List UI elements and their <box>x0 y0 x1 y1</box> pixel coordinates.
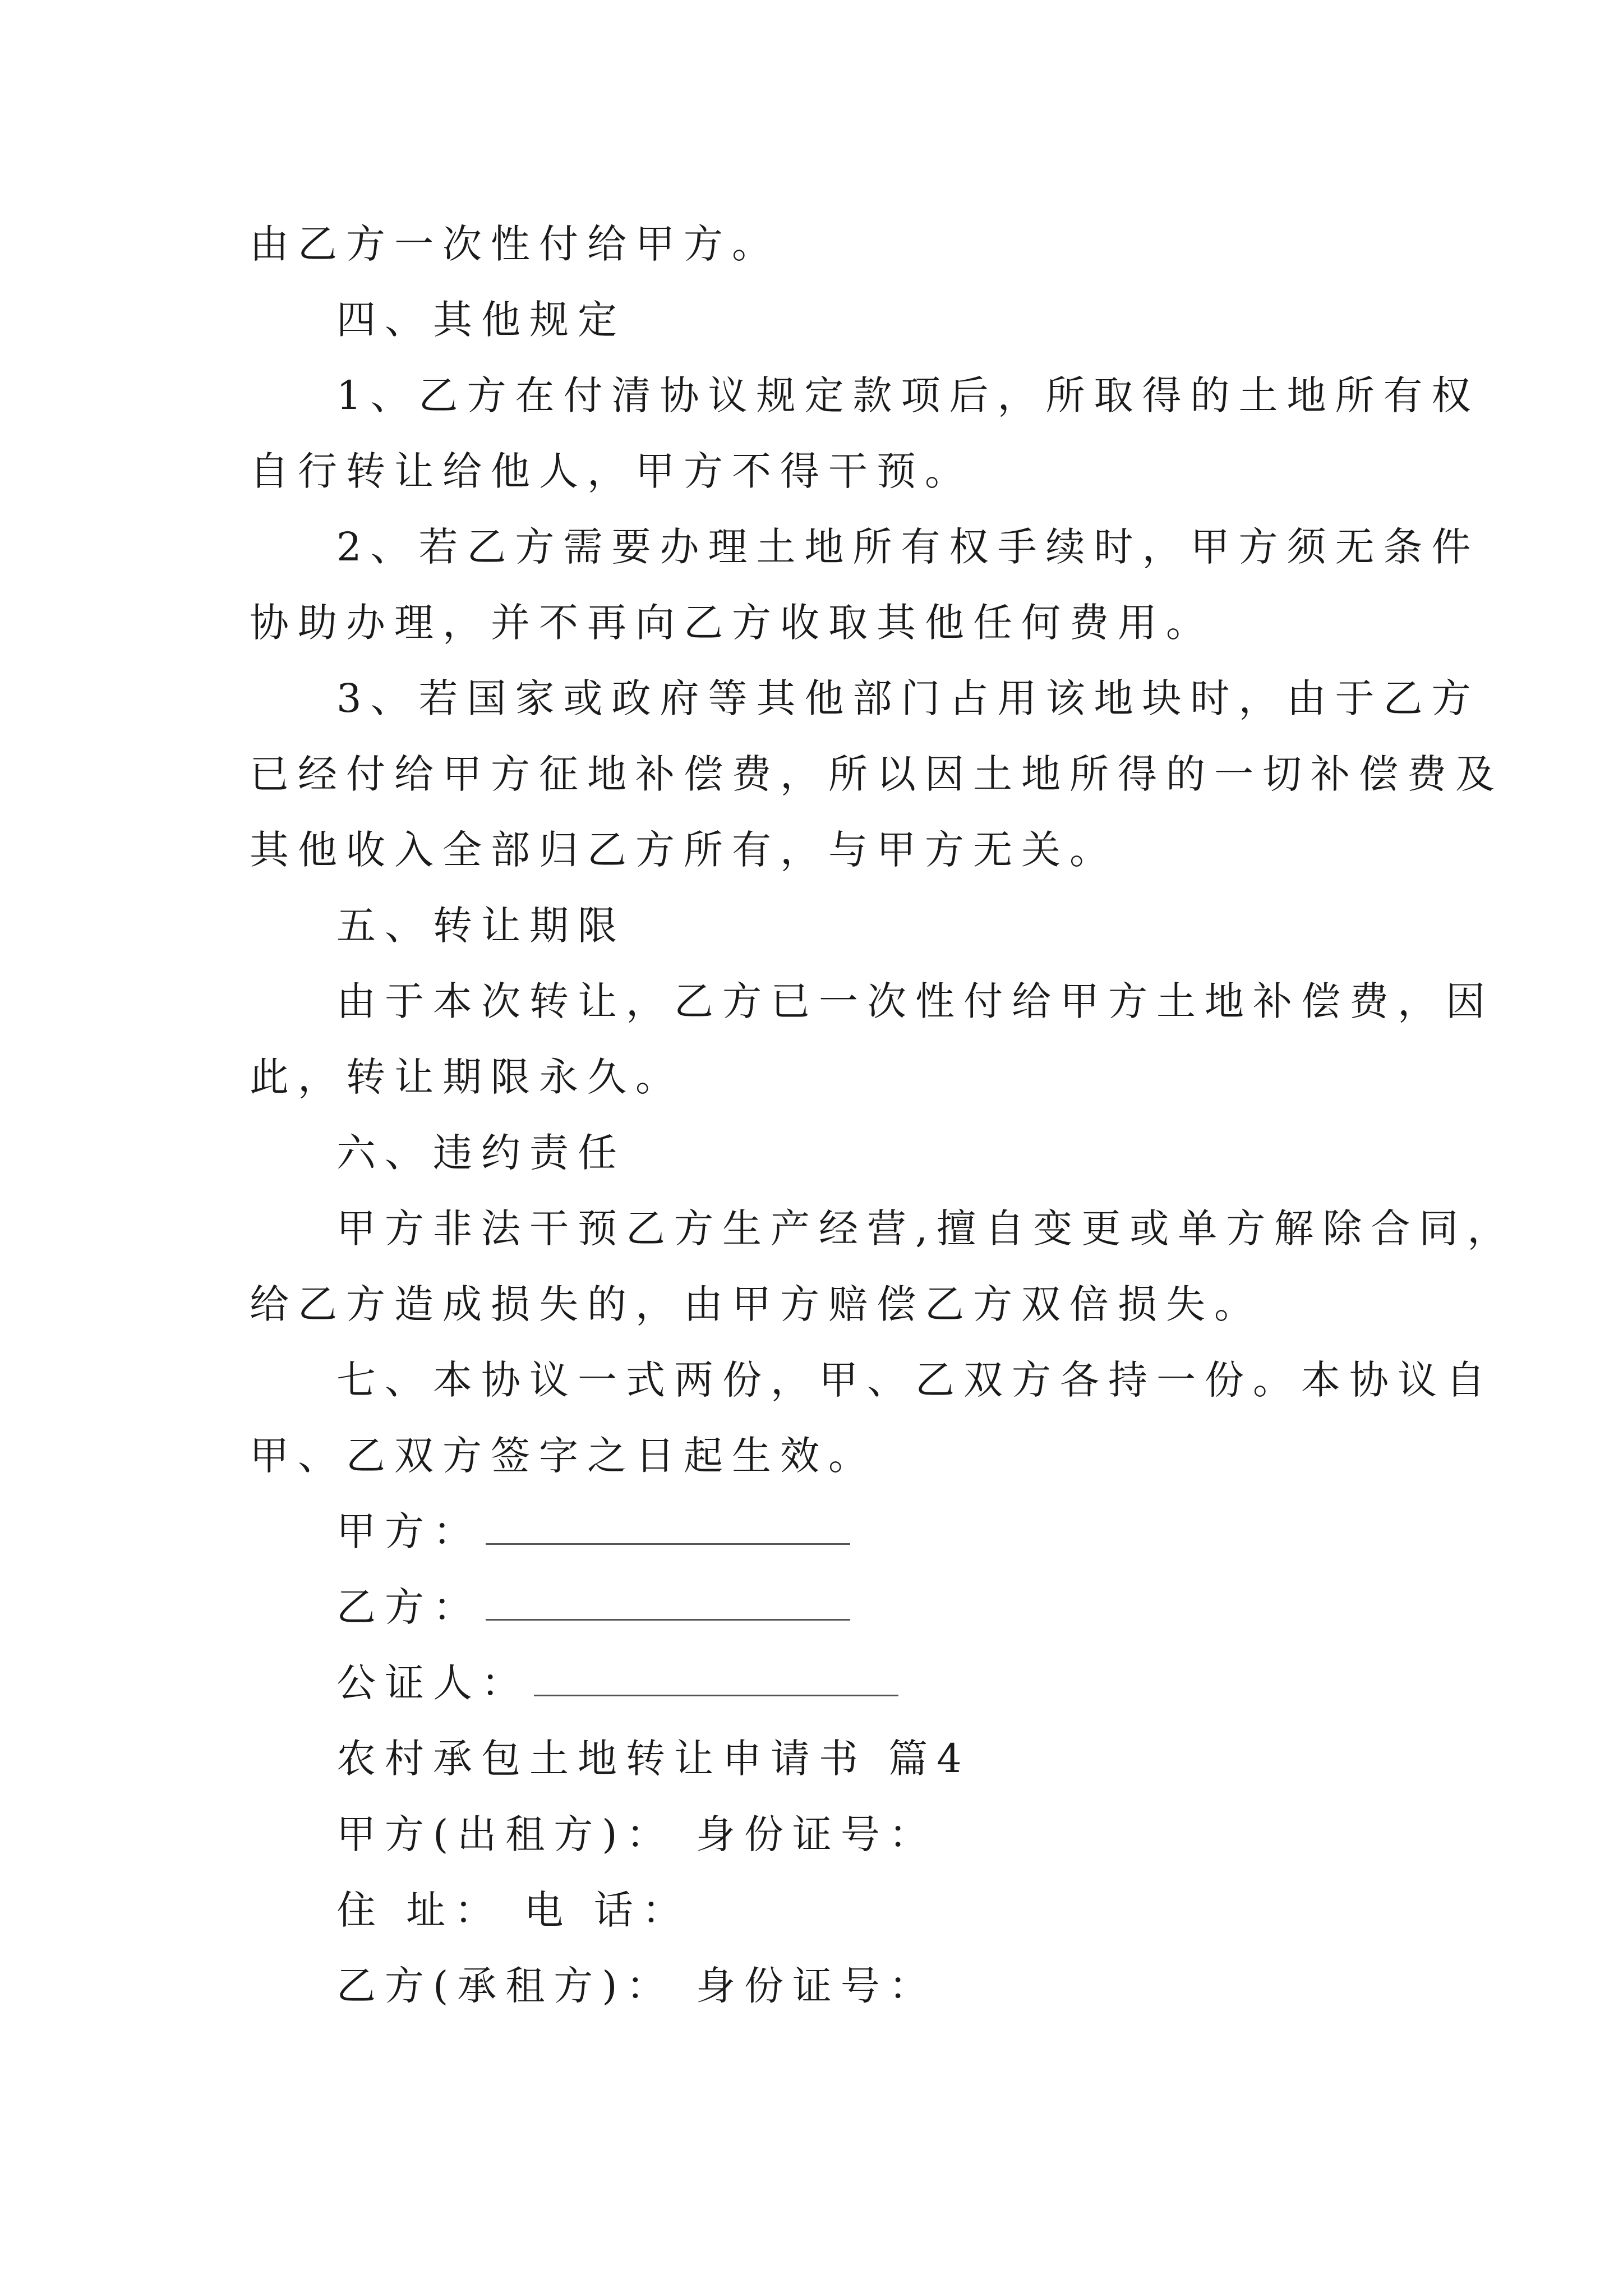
paragraph-line: 由乙方一次性付给甲方。 <box>250 221 780 267</box>
paragraph-line: 七、本协议一式两份，甲、乙双方各持一份。本协议自 <box>336 1357 1494 1403</box>
paragraph-line: 已经付给甲方征地补偿费，所以因土地所得的一切补偿费及 <box>250 751 1504 797</box>
paragraph-line: 甲、乙双方签字之日起生效。 <box>250 1433 877 1479</box>
paragraph-line: 给乙方造成损失的，由甲方赔偿乙方双倍损失。 <box>250 1281 1262 1327</box>
paragraph-line: 3、若国家或政府等其他部门占用该地块时，由于乙方 <box>336 675 1480 721</box>
signature-line-notary <box>336 1655 898 1711</box>
signature-line-party-a <box>336 1503 850 1559</box>
paragraph-line: 由于本次转让，乙方已一次性付给甲方土地补偿费，因 <box>336 978 1494 1024</box>
signature-blank <box>534 1661 898 1696</box>
signature-blank <box>486 1510 850 1545</box>
paragraph-line: 甲方非法干预乙方生产经营,擅自变更或单方解除合同， <box>336 1205 1516 1251</box>
section-heading: 六、违约责任 <box>336 1130 626 1176</box>
paragraph-line: 协助办理，并不再向乙方收取其他任何费用。 <box>250 600 1214 646</box>
paragraph-line: 1、乙方在付清协议规定款项后，所取得的土地所有权 <box>336 372 1480 418</box>
field-lessee: 乙方(承租方)： 身份证号： <box>336 1963 937 2009</box>
section-heading: 五、转让期限 <box>336 903 626 949</box>
signature-label: 甲方： <box>336 1508 481 1554</box>
paragraph-line: 其他收入全部归乙方所有，与甲方无关。 <box>250 827 1118 873</box>
field-lessor: 甲方(出租方)： 身份证号： <box>336 1811 937 1857</box>
signature-label: 公证人： <box>336 1660 529 1706</box>
field-address-phone: 住 址： 电 话： <box>336 1887 690 1933</box>
paragraph-line: 自行转让给他人，甲方不得干预。 <box>250 448 973 494</box>
signature-line-party-b <box>336 1579 850 1635</box>
signature-blank <box>486 1585 850 1621</box>
section-title: 农村承包土地转让申请书 篇4 <box>336 1736 971 1782</box>
paragraph-line: 此，转让期限永久。 <box>250 1054 684 1100</box>
section-heading: 四、其他规定 <box>336 297 626 343</box>
signature-label: 乙方： <box>336 1584 481 1630</box>
paragraph-line: 2、若乙方需要办理土地所有权手续时，甲方须无条件 <box>336 524 1480 570</box>
